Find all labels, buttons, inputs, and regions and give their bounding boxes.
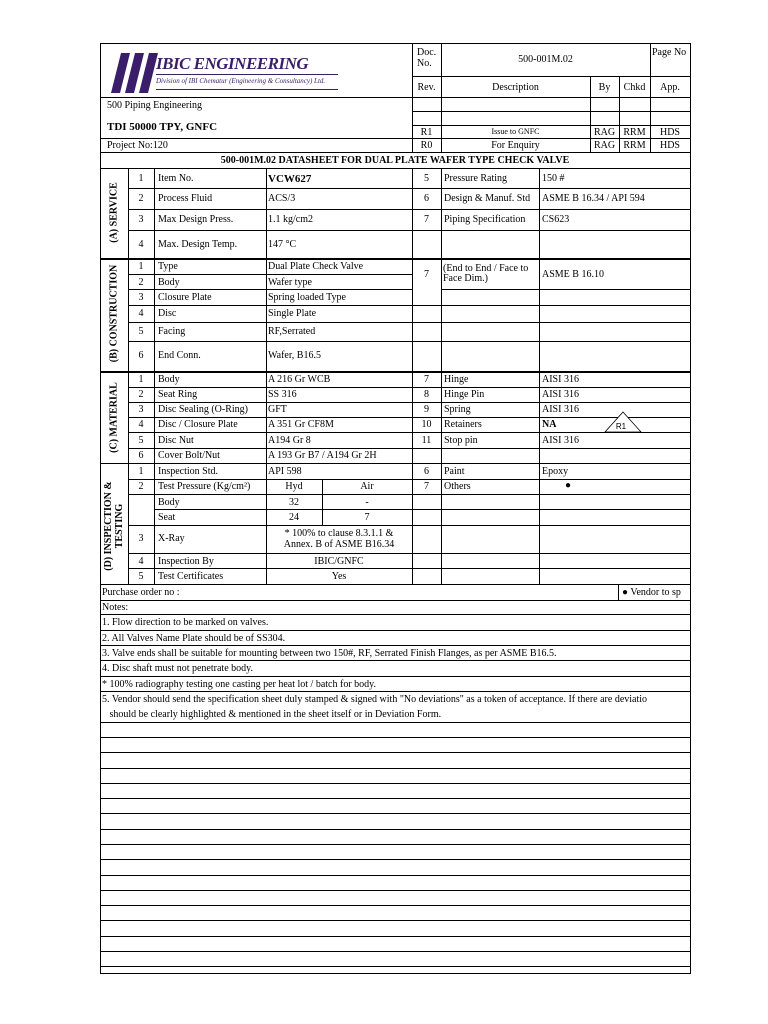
rev-r0-by: RAG [593,140,616,151]
rev-r0-chkd: RRM [623,140,646,151]
company-name: IBIC ENGINEERING [156,54,309,73]
rev-r1-chkd: RRM [623,127,646,138]
page-no-label: Page No [652,47,687,58]
note-item: 5. Vendor should send the specification sheet duly stamped & signed with "No deviations" as a token of acceptance. If there are deviatio [102,694,648,705]
section-service: (A) SERVICE [108,182,120,243]
rev-label: Rev. [417,82,436,93]
unit-name: 500 Piping Engineering [107,100,202,111]
note-item: 1. Flow direction to be marked on valves. [102,617,269,628]
note-item: should be clearly highlighted & mentioned in the sheet itself or in Deviation Form. [102,709,442,720]
revision-marker-label: R1 [615,422,627,431]
rev-r1: R1 [420,127,433,138]
rev-r0-app: HDS [659,140,680,151]
project-name: TDI 50000 TPY, GNFC [107,121,218,133]
purchase-order-label: Purchase order no : [102,587,180,598]
note-item: 3. Valve ends shall be suitable for mounting between two 150#, RF, Serrated Finish Flanges, as per ASME B16.5. [102,648,557,659]
rev-r0-desc: For Enquiry [491,140,540,151]
section-construction: (B) CONSTRUCTION [108,264,120,363]
rev-r1-by: RAG [593,127,616,138]
company-division: Division of IBI Chematur (Engineering & Consultancy) Ltd. [156,77,326,85]
section-inspection: (D) INSPECTION & TESTING [103,481,125,571]
rev-r1-desc: Issue to GNFC [491,127,540,136]
company-logo [112,53,162,93]
app-label: App. [660,82,680,93]
section-material: (C) MATERIAL [108,382,120,453]
rev-r1-app: HDS [659,127,680,138]
chkd-label: Chkd [623,82,646,93]
project-no: Project No:120 [107,140,168,151]
notes-label: Notes: [102,602,129,613]
note-item: * 100% radiography testing one casting per heat lot / batch for body. [102,679,376,690]
doc-no-label: Doc. No. [417,47,437,69]
doc-no: 500-001M.02 [518,54,573,65]
note-item: 2. All Valves Name Plate should be of SS304. [102,633,286,644]
by-label: By [598,82,611,93]
rev-r0: R0 [420,140,433,151]
note-item: 4. Disc shaft must not penetrate body. [102,663,253,674]
datasheet-title: 500-001M.02 DATASHEET FOR DUAL PLATE WAFER TYPE CHECK VALVE [220,155,570,166]
description-label: Description [492,82,539,93]
vendor-note: ● Vendor to sp [622,587,681,598]
